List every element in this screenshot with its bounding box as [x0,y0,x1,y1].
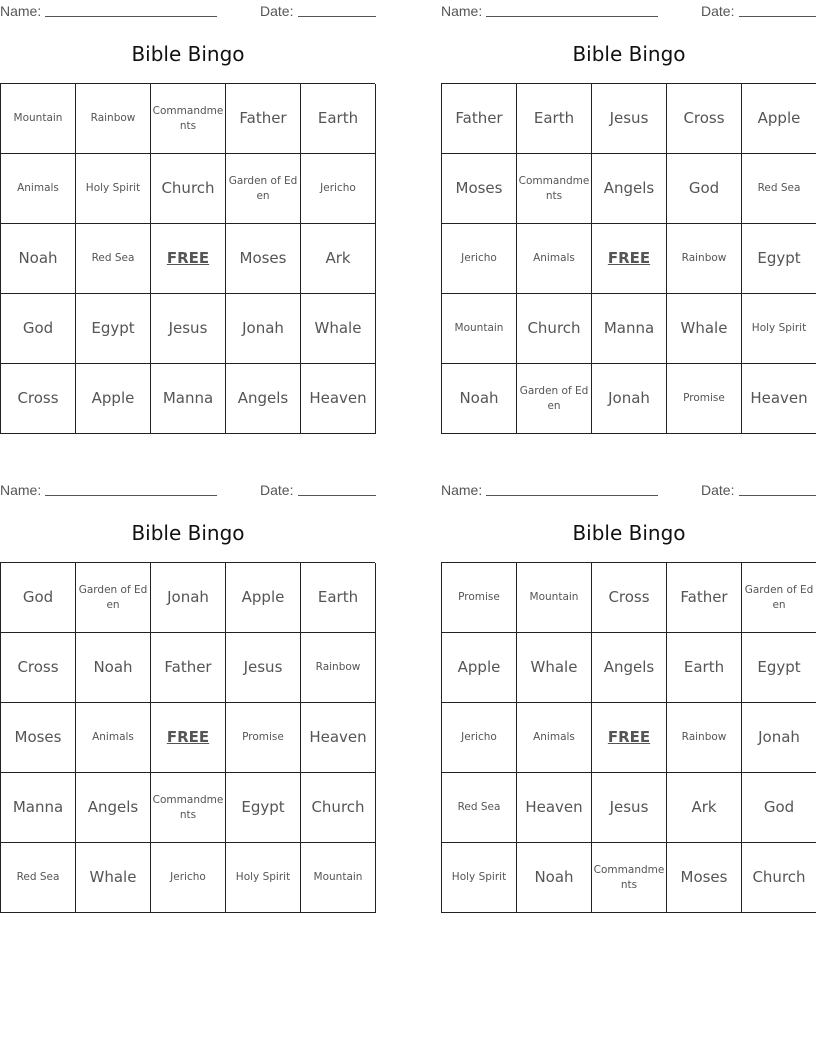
bingo-cell: Noah [76,633,151,703]
bingo-cell: Commandments [517,154,592,224]
bingo-cell: Whale [667,294,742,364]
date-line [739,16,816,17]
free-space-cell: FREE [151,703,226,773]
bingo-cell: Cross [1,633,76,703]
date-line [298,16,376,17]
bingo-cell: Apple [442,633,517,703]
bingo-cell: Earth [517,84,592,154]
bingo-cell: Mountain [517,563,592,633]
bingo-cell: Moses [226,224,301,294]
bingo-cell: Moses [442,154,517,224]
bingo-cell: Angels [76,773,151,843]
bingo-cell: Red Sea [742,154,816,224]
bingo-cell: Earth [667,633,742,703]
bingo-cell: Earth [301,84,376,154]
bingo-cell: Rainbow [76,84,151,154]
bingo-cell: Angels [592,633,667,703]
bingo-cell: Holy Spirit [226,843,301,913]
date-line [739,495,816,496]
bingo-cell: Rainbow [667,703,742,773]
name-line [486,16,658,17]
bingo-cell: Egypt [76,294,151,364]
bingo-cell: Church [301,773,376,843]
card-header [0,479,376,501]
bingo-card-1 [0,0,376,408]
bingo-cell: Jesus [592,84,667,154]
bingo-cell: Egypt [742,224,816,294]
bingo-cell: Father [442,84,517,154]
bingo-cell: Angels [226,364,301,434]
bingo-cell: God [667,154,742,224]
free-space-cell: FREE [151,224,226,294]
bingo-cell: Jericho [151,843,226,913]
bingo-cell: Heaven [301,703,376,773]
bingo-cell: Garden of Eden [226,154,301,224]
bingo-cell: Church [151,154,226,224]
bingo-cell: Commandments [151,773,226,843]
bingo-cell: God [742,773,816,843]
bingo-cell: Jericho [442,703,517,773]
bingo-cell: Mountain [301,843,376,913]
bingo-cell: Animals [517,703,592,773]
bingo-cell: Garden of Eden [742,563,816,633]
bingo-grid [0,83,375,434]
bingo-cell: Church [742,843,816,913]
name-line [486,495,658,496]
date-label: Date: [701,482,735,498]
bingo-cell: Promise [226,703,301,773]
bingo-cell: Manna [592,294,667,364]
name-label: Name: [0,482,42,498]
bingo-cell: Mountain [1,84,76,154]
bingo-cell: Cross [1,364,76,434]
bingo-cell: Rainbow [301,633,376,703]
bingo-card-3 [0,479,376,887]
bingo-cell: Whale [301,294,376,364]
bingo-cell: Jonah [592,364,667,434]
bingo-cell: Earth [301,563,376,633]
bingo-cell: Noah [517,843,592,913]
bingo-cell: Manna [1,773,76,843]
bingo-cell: Holy Spirit [742,294,816,364]
bingo-card-2 [441,0,816,412]
bingo-cell: God [1,294,76,364]
bingo-grid [441,83,816,434]
card-header [441,0,816,22]
name-line [45,16,217,17]
bingo-cell: Rainbow [667,224,742,294]
bingo-cell: Promise [442,563,517,633]
name-label: Name: [0,3,42,19]
bingo-cell: Whale [517,633,592,703]
bingo-cell: Egypt [226,773,301,843]
bingo-cell: Church [517,294,592,364]
card-title: Bible Bingo [131,521,245,545]
bingo-cell: Jonah [151,563,226,633]
bingo-cell: Animals [76,703,151,773]
free-space-cell: FREE [592,224,667,294]
card-title: Bible Bingo [572,42,686,66]
bingo-cell: Holy Spirit [76,154,151,224]
bingo-cell: Moses [1,703,76,773]
card-title: Bible Bingo [131,42,245,66]
bingo-cell: Angels [592,154,667,224]
name-line [45,495,217,496]
bingo-cell: Heaven [742,364,816,434]
name-label: Name: [441,3,483,19]
date-label: Date: [260,3,294,19]
bingo-cell: Father [226,84,301,154]
bingo-grid [0,562,375,913]
card-header [0,0,376,22]
free-space-cell: FREE [592,703,667,773]
bingo-cell: Jonah [742,703,816,773]
bingo-cell: Promise [667,364,742,434]
bingo-cell: Red Sea [1,843,76,913]
bingo-cell: Apple [76,364,151,434]
bingo-cell: Noah [442,364,517,434]
bingo-cell: Commandments [592,843,667,913]
bingo-cell: Apple [742,84,816,154]
bingo-cell: Holy Spirit [442,843,517,913]
bingo-cell: Father [667,563,742,633]
bingo-cell: Jericho [301,154,376,224]
bingo-cell: Apple [226,563,301,633]
bingo-cell: Jonah [226,294,301,364]
date-label: Date: [701,3,735,19]
bingo-cell: Ark [667,773,742,843]
bingo-cell: Jesus [226,633,301,703]
name-label: Name: [441,482,483,498]
bingo-card-4 [441,479,816,891]
bingo-cell: Ark [301,224,376,294]
bingo-cell: Jesus [592,773,667,843]
bingo-cell: Whale [76,843,151,913]
bingo-cell: Noah [1,224,76,294]
card-title: Bible Bingo [572,521,686,545]
bingo-cell: Egypt [742,633,816,703]
bingo-cell: Red Sea [76,224,151,294]
bingo-cell: Father [151,633,226,703]
bingo-cell: Jericho [442,224,517,294]
date-line [298,495,376,496]
bingo-cell: Heaven [517,773,592,843]
bingo-cell: Red Sea [442,773,517,843]
bingo-cell: Heaven [301,364,376,434]
bingo-grid [441,562,816,913]
bingo-cell: Garden of Eden [76,563,151,633]
bingo-cell: God [1,563,76,633]
bingo-cell: Animals [1,154,76,224]
date-label: Date: [260,482,294,498]
bingo-cell: Cross [667,84,742,154]
bingo-cell: Moses [667,843,742,913]
bingo-cell: Mountain [442,294,517,364]
card-header [441,479,816,501]
bingo-cell: Garden of Eden [517,364,592,434]
bingo-cell: Commandments [151,84,226,154]
bingo-cell: Animals [517,224,592,294]
bingo-cell: Jesus [151,294,226,364]
bingo-cell: Manna [151,364,226,434]
bingo-cell: Cross [592,563,667,633]
